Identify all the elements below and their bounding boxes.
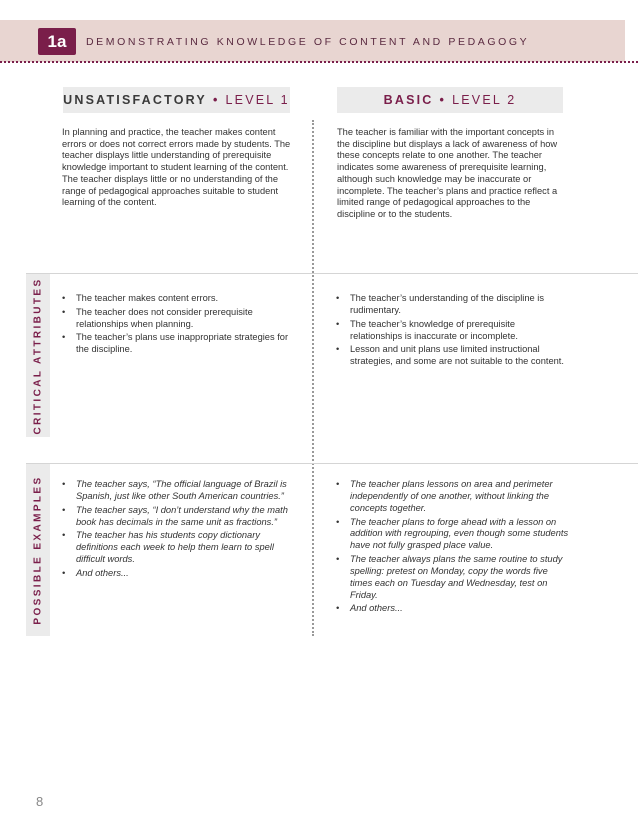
list-item: • The teacher says, “I don’t understand why the math book has decimals in the same unit as fractions.” <box>62 505 298 529</box>
list-item: • The teacher plans to forge ahead with a lesson on addition with regrouping, even though some students have not fully grasped place value. <box>336 517 572 553</box>
list-item: • The teacher makes content errors. <box>62 293 294 305</box>
list-item: • Lesson and unit plans use limited instructional strategies, and some are not suitable to the content. <box>336 344 568 368</box>
list-item: • The teacher always plans the same routine to study spelling: pretest on Monday, copy the words five times each on Tuesday and Wednesday, test on Friday. <box>336 554 572 602</box>
list-item: • The teacher does not consider prerequisite relationships when planning. <box>62 307 294 331</box>
level-1-possible-examples <box>62 479 298 581</box>
level-2-description: The teacher is familiar with the important concepts in the discipline but displays a lack of awareness of how these concepts relate to one another. The teacher indicates some awareness of prerequisite learning, although such knowledge may be inaccurate or incomplete. The teacher’s plans and practice reflect a limited range of pedagogical approaches to the discipline or to the students. <box>337 127 558 219</box>
level-2-name: BASIC <box>383 93 434 107</box>
level-1-heading <box>63 87 290 113</box>
level-2-heading <box>337 87 563 113</box>
level-2-critical-attributes <box>336 293 568 370</box>
level-2-number: LEVEL 2 <box>452 93 517 107</box>
level-1-name: UNSATISFACTORY <box>63 93 207 107</box>
column-divider <box>312 120 314 636</box>
level-1-description: In planning and practice, the teacher makes content errors or does not correct errors made by students. The teacher displays little understanding of prerequisite knowledge important to student learning of the content. The teacher displays little or no understanding of the range of pedagogical approaches suitable to student learning of the content. <box>62 127 291 208</box>
list-item: • The teacher’s understanding of the discipline is rudimentary. <box>336 293 568 317</box>
list-item: • The teacher plans lessons on area and perimeter independently of one another, without linking the concepts together. <box>336 479 572 515</box>
possible-examples-label: POSSIBLE EXAMPLES <box>32 475 44 625</box>
level-1-separator: • <box>212 93 220 107</box>
header-divider <box>0 61 638 63</box>
list-item: • And others... <box>62 568 298 580</box>
level-2-separator: • <box>439 93 447 107</box>
critical-attributes-sidebar <box>26 274 50 437</box>
critical-attributes-label: CRITICAL ATTRIBUTES <box>32 276 44 435</box>
level-1-critical-attributes <box>62 293 294 358</box>
possible-examples-sidebar <box>26 464 50 636</box>
page-title: DEMONSTRATING KNOWLEDGE OF CONTENT AND PEDAGOGY <box>86 36 530 48</box>
list-item: • The teacher has his students copy dictionary definitions each week to help them learn to spell difficult words. <box>62 530 298 566</box>
component-badge: 1a <box>38 28 76 55</box>
section-divider-critical <box>26 273 638 274</box>
list-item: • The teacher’s plans use inappropriate strategies for the discipline. <box>62 332 294 356</box>
level-2-possible-examples <box>336 479 572 617</box>
list-item: • And others... <box>336 603 572 615</box>
list-item: • The teacher’s knowledge of prerequisite relationships is inaccurate or incomplete. <box>336 319 568 343</box>
list-item: • The teacher says, “The official language of Brazil is Spanish, just like other South American countries.” <box>62 479 298 503</box>
page-number: 8 <box>36 794 44 809</box>
section-divider-examples <box>26 463 638 464</box>
level-1-number: LEVEL 1 <box>225 93 290 107</box>
